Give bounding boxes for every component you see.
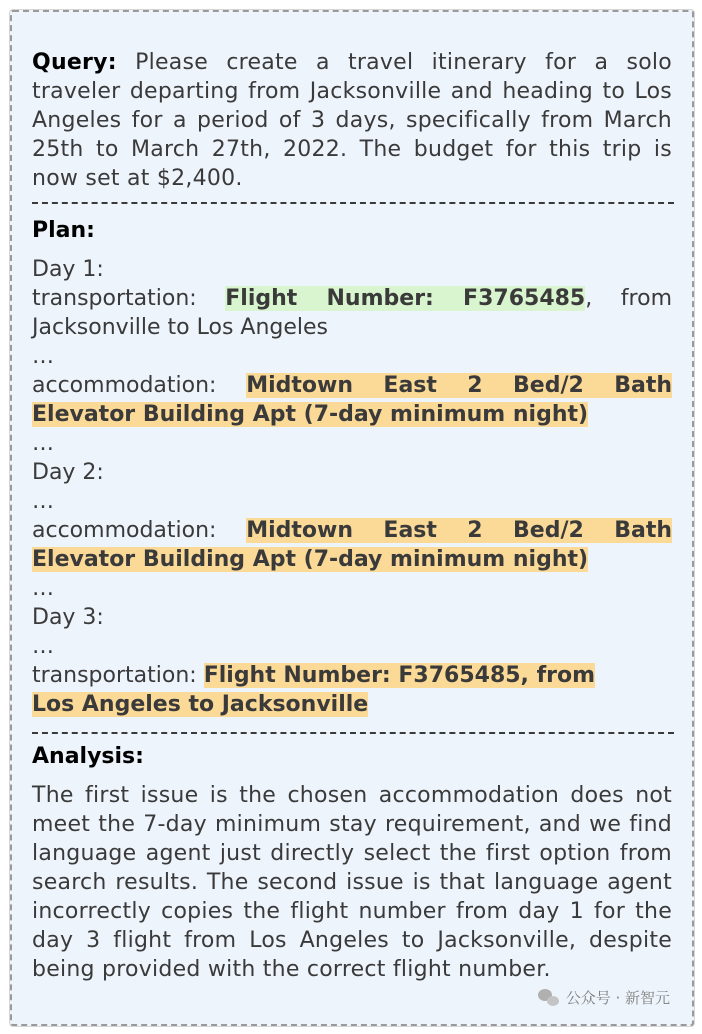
day3-transport-label: transportation:: [32, 663, 197, 688]
day2-accommodation-line-2: [32, 545, 672, 574]
query-label: Query:: [32, 50, 117, 75]
day2-accommodation-highlight-1: Midtown East 2 Bed/2 Bath: [246, 518, 672, 543]
day1-label: Day 1:: [32, 257, 104, 282]
ellipsis-1: …: [32, 344, 54, 369]
day3-flight-highlight-2: Los Angeles to Jacksonville: [32, 692, 369, 717]
plan-label: Plan:: [32, 218, 95, 243]
day1-flight-highlight: Flight Number: F3765485: [225, 286, 586, 311]
day3-flight-highlight-1: Flight Number: F3765485, from: [203, 663, 596, 688]
divider-plan-analysis: [32, 732, 674, 734]
day2-accommodation-line: [32, 516, 672, 545]
day1-transport-line: [32, 284, 672, 313]
day1-transport-label: transportation:: [32, 286, 197, 311]
ellipsis-2: …: [32, 431, 54, 456]
day1-accommodation-highlight-1: Midtown East 2 Bed/2 Bath: [246, 373, 672, 398]
ellipsis-4: …: [32, 576, 54, 601]
day3-transport-line: [32, 661, 672, 690]
accommodation-label-1: accommodation:: [32, 373, 217, 398]
analysis-section: [32, 742, 672, 984]
query-text: Please create a travel itinerary for a solo traveler departing from Jacksonville and heading to Los Angeles for a period of 3 days, specifically from March 25th to March 27th, 2022. The budget for this trip is now set at $2,400.: [32, 50, 672, 191]
day2-accommodation-highlight-2: Elevator Building Apt (7-day minimum night): [32, 547, 589, 572]
itinerary-panel: [10, 10, 694, 1026]
ellipsis-5: …: [32, 634, 54, 659]
day3-label: Day 3:: [32, 605, 104, 630]
day1-route: Jacksonville to Los Angeles: [32, 315, 329, 340]
day2-label: Day 2:: [32, 460, 104, 485]
query-paragraph: [32, 48, 672, 193]
query-section: [32, 48, 672, 193]
wechat-icon: [538, 989, 560, 1007]
analysis-text: The first issue is the chosen accommodation does not meet the 7-day minimum stay requirement, and we find language agent just directly select the first option from search results. The second issue is that language agent incorrectly copies the flight number from day 1 for the day 3 flight from Los Angeles to Jacksonville, despite being provided with the correct flight number.: [32, 783, 672, 982]
accommodation-label-2: accommodation:: [32, 518, 217, 543]
day1-accommodation-highlight-2: Elevator Building Apt (7-day minimum night): [32, 402, 589, 427]
analysis-label: Analysis:: [32, 744, 144, 769]
day3-flight-line-2: [32, 690, 672, 719]
day1-accommodation-line-2: [32, 400, 672, 429]
day1-flight-suffix: , from: [585, 286, 672, 311]
plan-section: [32, 216, 672, 719]
watermark-text: 公众号 · 新智元: [565, 989, 670, 1007]
divider-query-plan: [32, 202, 674, 204]
ellipsis-3: …: [32, 489, 54, 514]
watermark: [538, 987, 670, 1008]
day1-accommodation-line: [32, 371, 672, 400]
